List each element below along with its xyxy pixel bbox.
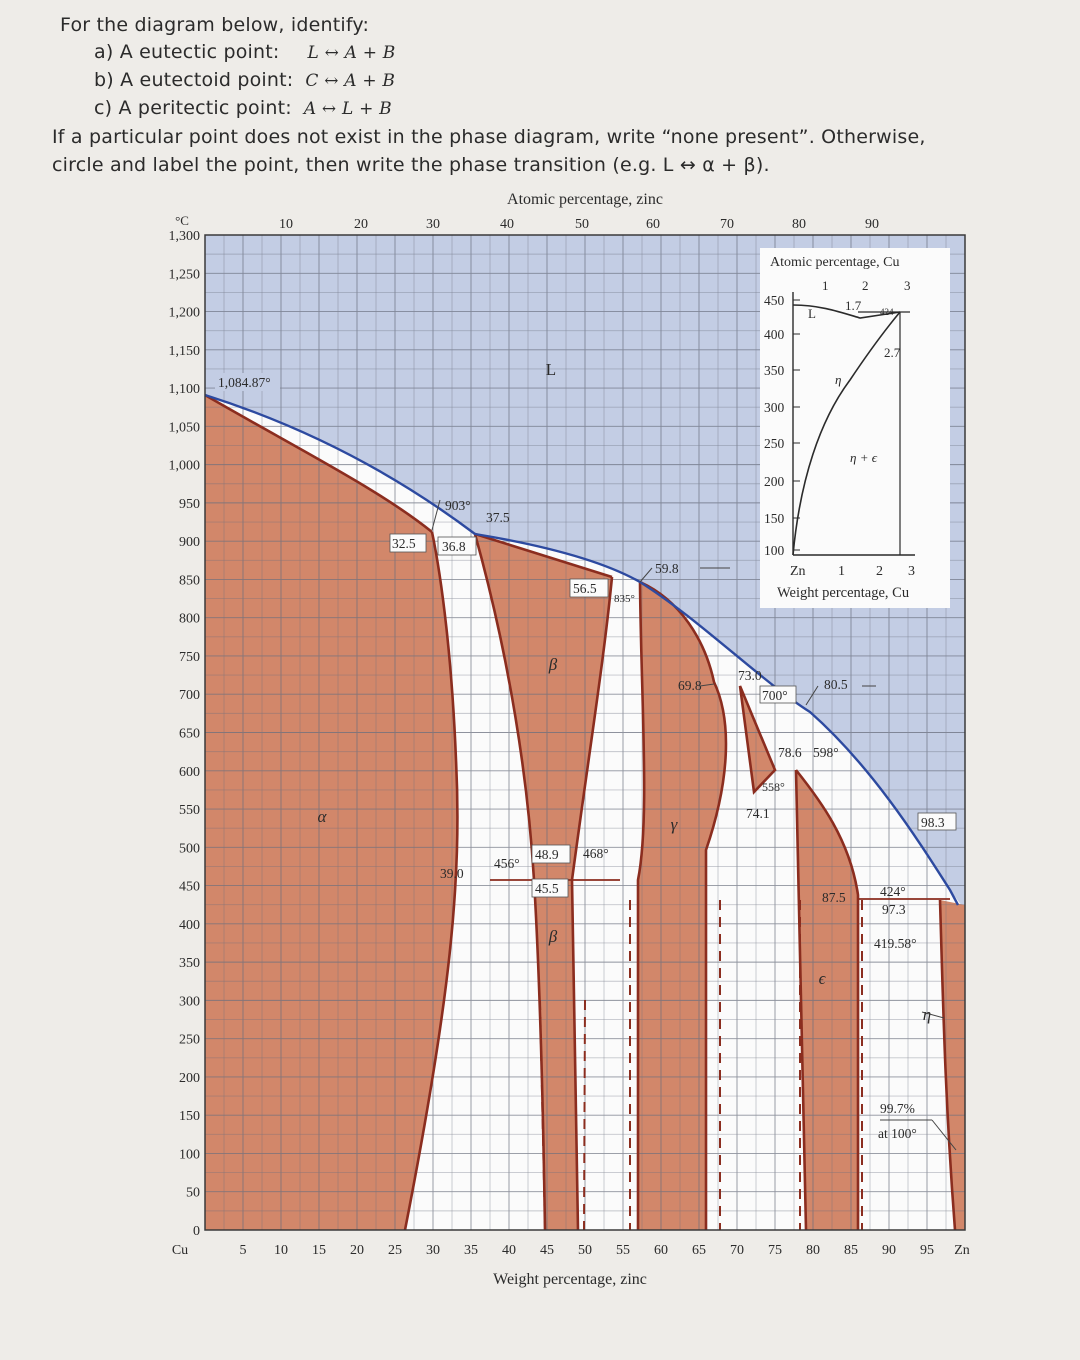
inset-liquid-label: L <box>808 306 816 321</box>
bottom-tick-label: 5 <box>239 1243 247 1258</box>
bottom-tick-label: 80 <box>806 1243 820 1258</box>
w489-label: 48.9 <box>535 847 559 862</box>
y-axis-unit: °C <box>175 213 189 228</box>
w375-label: 37.5 <box>486 510 510 525</box>
y-tick-label: 1,250 <box>168 267 200 283</box>
inset-top-tick-2: 2 <box>862 278 869 293</box>
item-c-equation: A ↔ L + B <box>303 99 392 119</box>
w805-label: 80.5 <box>824 677 848 692</box>
y-tick-label: 450 <box>179 879 200 895</box>
top-axis-ticks <box>279 217 879 232</box>
w368-label: 36.8 <box>442 539 466 554</box>
inset-eta-eps-label: η + ϵ <box>850 450 877 465</box>
w455-label: 45.5 <box>535 881 559 896</box>
item-b-equation: C ↔ A + B <box>305 71 396 91</box>
beta-low-label: β <box>548 927 558 946</box>
inset-top-title: Atomic percentage, Cu <box>770 255 900 270</box>
inset-bottom-title: Weight percentage, Cu <box>777 585 910 601</box>
bottom-axis-ticks <box>172 1243 970 1258</box>
y-tick-label: 100 <box>179 1147 200 1163</box>
top-tick-label: 80 <box>792 217 806 232</box>
w973-label: 97.3 <box>882 902 906 917</box>
y-tick-label: 850 <box>179 573 200 589</box>
y-tick-label: 600 <box>179 764 200 780</box>
y-tick-label: 750 <box>179 649 200 665</box>
top-tick-label: 10 <box>279 217 293 232</box>
w983-label: 98.3 <box>921 815 945 830</box>
top-tick-label: 90 <box>865 217 879 232</box>
y-tick-label: 650 <box>179 726 200 742</box>
beta-high-label: β <box>548 655 558 674</box>
y-tick-label: 900 <box>179 535 200 551</box>
gamma-label: γ <box>670 815 678 834</box>
y-tick-label: 1,150 <box>168 343 200 359</box>
bottom-tick-label: 90 <box>882 1243 896 1258</box>
y-tick-label: 500 <box>179 841 200 857</box>
t700-label: 700° <box>762 688 788 703</box>
y-tick-label: 400 <box>179 917 200 933</box>
note-997-label: 99.7% <box>880 1101 915 1116</box>
w565-label: 56.5 <box>573 581 597 596</box>
y-axis-ticks <box>169 229 201 1239</box>
w730-label: 73.0 <box>738 668 762 683</box>
bottom-tick-label: 70 <box>730 1243 744 1258</box>
y-tick-label: 800 <box>179 611 200 627</box>
t456-label: 456° <box>494 856 520 871</box>
top-tick-label: 50 <box>575 217 589 232</box>
inset-bottom-tick-1: 1 <box>838 564 845 579</box>
t903-label: 903° <box>445 498 471 513</box>
bottom-axis-title: Weight percentage, zinc <box>493 1271 647 1288</box>
epsilon-label: ϵ <box>818 969 826 988</box>
cu-melting-label: 1,084.87° <box>218 375 271 390</box>
top-tick-label: 40 <box>500 217 514 232</box>
y-tick-label: 350 <box>179 956 200 972</box>
top-tick-label: 30 <box>426 217 440 232</box>
t598-label: 598° <box>813 745 839 760</box>
inset-bottom-tick-3: 3 <box>908 564 915 579</box>
item-b-label: b) A eutectoid point: <box>94 69 294 91</box>
t835-label: 835° <box>614 593 635 605</box>
bottom-tick-label: 25 <box>388 1243 402 1258</box>
inset-y-tick-label: 250 <box>764 436 785 451</box>
instruction-line-2: circle and label the point, then write the phase transition (e.g. L ↔ α + β). <box>52 154 770 176</box>
y-tick-label: 550 <box>179 803 200 819</box>
t424-label: 424° <box>880 884 906 899</box>
inset-y-tick-label: 100 <box>764 543 785 558</box>
y-tick-label: 150 <box>179 1109 200 1125</box>
inset-y-tick-label: 200 <box>764 474 785 489</box>
bottom-tick-label: 50 <box>578 1243 592 1258</box>
bottom-tick-label: 75 <box>768 1243 782 1258</box>
y-tick-label: 50 <box>186 1185 200 1201</box>
y-tick-label: 1,100 <box>168 382 200 398</box>
inset-top-tick-1: 1 <box>822 278 829 293</box>
eta-label: η <box>922 1005 932 1024</box>
inset-y-tick-label: 400 <box>764 327 785 342</box>
w875-label: 87.5 <box>822 890 846 905</box>
w598-label: 59.8 <box>655 561 679 576</box>
y-tick-label: 1,000 <box>168 458 200 474</box>
bottom-tick-label: 85 <box>844 1243 858 1258</box>
inset-y-tick-label: 300 <box>764 400 785 415</box>
w741-label: 74.1 <box>746 806 770 821</box>
t558-label: 558° <box>762 780 785 794</box>
inset-zn-rich <box>760 248 950 608</box>
bottom-tick-label: 55 <box>616 1243 630 1258</box>
w698-label: 69.8 <box>678 678 702 693</box>
inset-y-tick-label: 150 <box>764 511 785 526</box>
bottom-tick-label: 40 <box>502 1243 516 1258</box>
t468-label: 468° <box>583 846 609 861</box>
note-100-label: at 100° <box>878 1126 917 1141</box>
inset-bottom-tick-zn: Zn <box>790 564 806 579</box>
top-tick-label: 70 <box>720 217 734 232</box>
y-tick-label: 950 <box>179 496 200 512</box>
question-intro: For the diagram below, identify: <box>60 14 370 36</box>
item-a-label: a) A eutectic point: <box>94 41 280 63</box>
y-tick-label: 200 <box>179 1070 200 1086</box>
bottom-tick-label: 20 <box>350 1243 364 1258</box>
inset-bottom-tick-2: 2 <box>876 564 883 579</box>
top-tick-label: 20 <box>354 217 368 232</box>
top-tick-label: 60 <box>646 217 660 232</box>
bottom-tick-label: 15 <box>312 1243 326 1258</box>
y-tick-label: 300 <box>179 994 200 1010</box>
inset-t424-label: 424 <box>880 307 894 317</box>
instruction-line-1: If a particular point does not exist in the phase diagram, write “none present”. Otherwise, <box>52 126 926 148</box>
bottom-tick-label: 10 <box>274 1243 288 1258</box>
item-c-label: c) A peritectic point: <box>94 97 292 119</box>
bottom-tick-label: Zn <box>954 1243 970 1258</box>
inset-top-tick-3: 3 <box>904 278 911 293</box>
y-tick-label: 1,200 <box>168 305 200 321</box>
y-tick-label: 1,050 <box>168 420 200 436</box>
bottom-tick-label: 95 <box>920 1243 934 1258</box>
bottom-tick-label: 30 <box>426 1243 440 1258</box>
bottom-tick-label: 35 <box>464 1243 478 1258</box>
w325-label: 32.5 <box>392 536 416 551</box>
alpha-label: α <box>317 807 327 826</box>
inset-y-tick-label: 450 <box>764 293 785 308</box>
y-tick-label: 1,300 <box>168 229 200 244</box>
w390-label: 39.0 <box>440 866 464 881</box>
bottom-tick-label: Cu <box>171 1243 189 1258</box>
t41958-label: 419.58° <box>874 936 917 951</box>
bottom-tick-label: 45 <box>540 1243 554 1258</box>
liquid-label: L <box>545 360 557 379</box>
inset-w17-label: 1.7 <box>845 298 862 313</box>
inset-y-tick-label: 350 <box>764 363 785 378</box>
inset-w27-label: 2.7 <box>884 345 901 360</box>
top-axis-title: Atomic percentage, zinc <box>507 191 663 208</box>
y-tick-label: 0 <box>193 1224 200 1239</box>
w786-label: 78.6 <box>778 745 802 760</box>
y-tick-label: 700 <box>179 688 200 704</box>
y-tick-label: 250 <box>179 1032 200 1048</box>
bottom-tick-label: 60 <box>654 1243 668 1258</box>
item-a-equation: L ↔ A + B <box>307 43 396 63</box>
inset-eta-label: η <box>835 372 842 387</box>
bottom-tick-label: 65 <box>692 1243 706 1258</box>
